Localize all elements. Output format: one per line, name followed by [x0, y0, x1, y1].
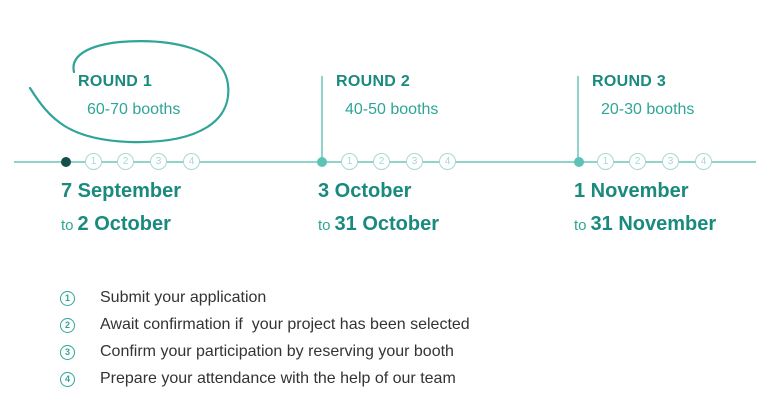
round-3-dot: [574, 157, 584, 167]
step-circle: 2: [117, 153, 134, 170]
step-text: Prepare your attendance with the help of our team: [100, 370, 456, 387]
round-2-date-to: [318, 213, 439, 236]
step-item-3: [60, 341, 454, 363]
round-3-date-from: 1 November: [574, 180, 689, 202]
step-text: Confirm your participation by reserving your booth: [100, 343, 454, 360]
round-booths: 60-70 booths: [87, 101, 181, 118]
step-circle: 4: [439, 153, 456, 170]
round-3-date-to: [574, 213, 716, 236]
round-booths: 40-50 booths: [345, 101, 439, 118]
step-text: Await confirmation if your project has been selected: [100, 316, 470, 333]
round-1-date-from: 7 September: [61, 180, 182, 202]
step-circle: 1: [341, 153, 358, 170]
round-2-dot: [317, 157, 327, 167]
to-word: to: [61, 217, 74, 234]
date-to-value: 31 October: [334, 213, 439, 235]
date-to-value: 31 November: [590, 213, 717, 235]
round-3-marker-line: [577, 76, 579, 162]
step-text: Submit your application: [100, 289, 267, 306]
step-circle: 1: [597, 153, 614, 170]
date-to-value: 2 October: [77, 213, 171, 235]
step-number-badge: 4: [60, 372, 75, 387]
round-1-dot: [61, 157, 71, 167]
step-circle: 3: [150, 153, 167, 170]
round-title: ROUND 3: [592, 73, 667, 90]
step-circle: 3: [406, 153, 423, 170]
round-2-marker-line: [321, 76, 323, 162]
step-item-4: [60, 368, 456, 390]
step-item-1: [60, 287, 266, 309]
step-circle: 2: [373, 153, 390, 170]
round-title: ROUND 2: [336, 73, 411, 90]
to-word: to: [318, 217, 331, 234]
round-title: ROUND 1: [78, 73, 153, 90]
round-booths: 20-30 booths: [601, 101, 695, 118]
step-number-badge: 1: [60, 291, 75, 306]
round-1-date-to: [61, 213, 171, 236]
step-number-badge: 2: [60, 318, 75, 333]
step-circle: 4: [183, 153, 200, 170]
to-word: to: [574, 217, 587, 234]
step-circle: 1: [85, 153, 102, 170]
step-item-2: [60, 314, 470, 336]
step-circle: 3: [662, 153, 679, 170]
round-2-date-from: 3 October: [318, 180, 412, 202]
step-circle: 4: [695, 153, 712, 170]
step-number-badge: 3: [60, 345, 75, 360]
step-circle: 2: [629, 153, 646, 170]
